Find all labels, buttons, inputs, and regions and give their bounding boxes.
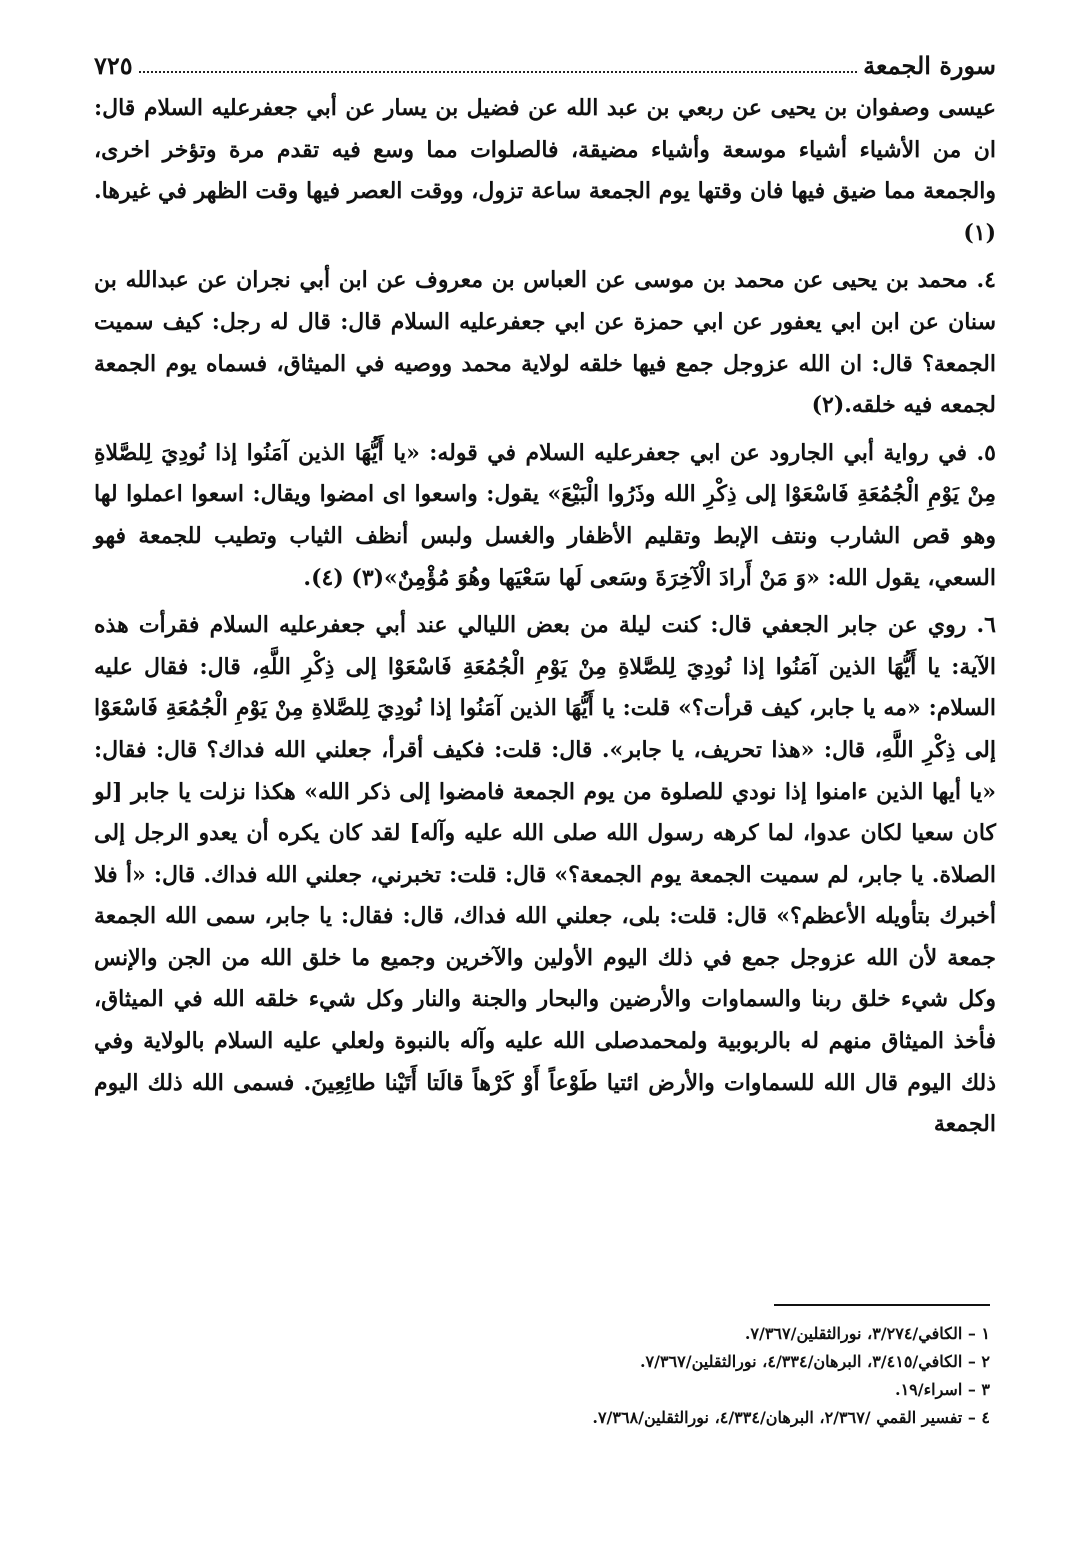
paragraph-4: ٤. محمد بن يحيى عن محمد بن موسى عن العباس بن معروف عن ابن أبي نجران عن عبدالله بن سنان عن ابن ابي يعفور عن ابي حمزة عن ابي جعفرعليه السلام قال: قال له رجل: كيف سميت الجمعة؟ قال: ان الله عزوجل جمع فيها خلقه لولاية محمد ووصيه في الميثاق، فسماه يوم الجمعة لجمعه فيه خلقه.(٢) [94, 267, 996, 419]
footnote-separator [774, 1304, 990, 1306]
footnote-3: ٣ – اسراء/١٩. [895, 1380, 990, 1399]
main-text [94, 88, 996, 1152]
footnotes [300, 1320, 990, 1432]
footnote-4: ٤ – تفسير القمي /٢/٣٦٧، البرهان/٤/٣٣٤، نورالثقلين/٧/٣٦٨. [592, 1408, 990, 1427]
footnote-2: ٢ – الكافي/٣/٤١٥، البرهان/٤/٣٣٤، نورالثقلين/٧/٣٦٧. [639, 1352, 990, 1371]
footnote-1: ١ – الكافي/٣/٢٧٤، نورالثقلين/٧/٣٦٧. [744, 1324, 990, 1343]
paragraph-5: ٥. في رواية أبي الجارود عن ابي جعفرعليه السلام في قوله: «يا أَيُّهَا الذين آمَنُوا إذا نُودِيَ لِلصَّلاةِ مِنْ يَوْمِ الْجُمُعَةِ فَاسْعَوْا إلى ذِكْرِ الله وذَرُوا الْبَيْعَ» يقول: واسعوا اى امضوا ويقال: اسعوا اعملوا لها وهو قص الشارب ونتف الإبط وتقليم الأظفار والغسل ولبس أنظف الثياب وتطيب للجمعة فهو السعي، يقول الله: «وَ مَنْ أَرادَ الْآخِرَةَ وسَعى لَها سَعْيَها وهُوَ مُؤْمِنٌ»(٣) (٤). [94, 439, 996, 591]
surah-title: سورة الجمعة [863, 51, 996, 80]
paragraph-6: ٦. روي عن جابر الجعفي قال: كنت ليلة من بعض الليالي عند أبي جعفرعليه السلام فقرأت هذه الآية: يا أَيُّهَا الذين آمَنُوا إذا نُودِيَ لِلصَّلاةِ مِنْ يَوْمِ الْجُمُعَةِ فَاسْعَوْا إلى ذِكْرِ اللَّهِ، قال: فقال عليه السلام: «مه يا جابر، كيف قرأت؟» قلت: يا أَيُّهَا الذين آمَنُوا إذا نُودِيَ لِلصَّلاةِ مِنْ يَوْمِ الْجُمُعَةِ فَاسْعَوْا إلى ذِكْرِ اللَّهِ، قال: «هذا تحريف، يا جابر». قال: قلت: فكيف أقرأ، جعلني الله فداك؟ قال: فقال: «يا أيها الذين ءامنوا إذا نودي للصلوة من يوم الجمعة فامضوا إلى ذكر الله» هكذا نزلت يا جابر [لو كان سعيا لكان عدوا، لما كرهه رسول الله صلى الله عليه وآله] لقد كان يكره أن يعدو الرجل إلى الصلاة. يا جابر، لم سميت الجمعة يوم الجمعة؟» قال: قلت: تخبرني، جعلني الله فداك. قال: «أ فلا أخبرك بتأويله الأعظم؟» قال: قلت: بلى، جعلني الله فداك، قال: فقال: يا جابر، سمى الله الجمعة جمعة لأن الله عزوجل جمع في ذلك اليوم الأولين والآخرين وجميع ما خلق الله من الجن والإنس وكل شيء خلق ربنا والسماوات والأرضين والبحار والجنة والنار وكل شيء خلقه الله في الميثاق، فأخذ الميثاق منهم له بالربوبية ولمحمدصلى الله عليه وآله بالنبوة ولعلي عليه السلام بالولاية وفي ذلك اليوم قال الله للسماوات والأرض ائتيا طَوْعاً أَوْ كَرْهاً قالَتا أَتَيْنا طائِعِينَ. فسمى الله ذلك اليوم الجمعة [94, 612, 996, 1138]
paragraph-continuation: عيسى وصفوان بن يحيى عن ربعي بن عبد الله عن فضيل بن يسار عن أبي جعفرعليه السلام قال: ان من الأشياء أشياء موسعة وأشياء مضيقة، فالصلوات مما وسع فيه تقدم مرة وتؤخر اخرى، والجمعة مما ضيق فيها فان وقتها يوم الجمعة ساعة تزول، ووقت العصر فيها وقت الظهر في غيرها.(١) [94, 95, 996, 246]
running-header [94, 40, 996, 80]
header-dotted-leader [139, 71, 858, 73]
page-number: ٧٢٥ [94, 51, 133, 80]
